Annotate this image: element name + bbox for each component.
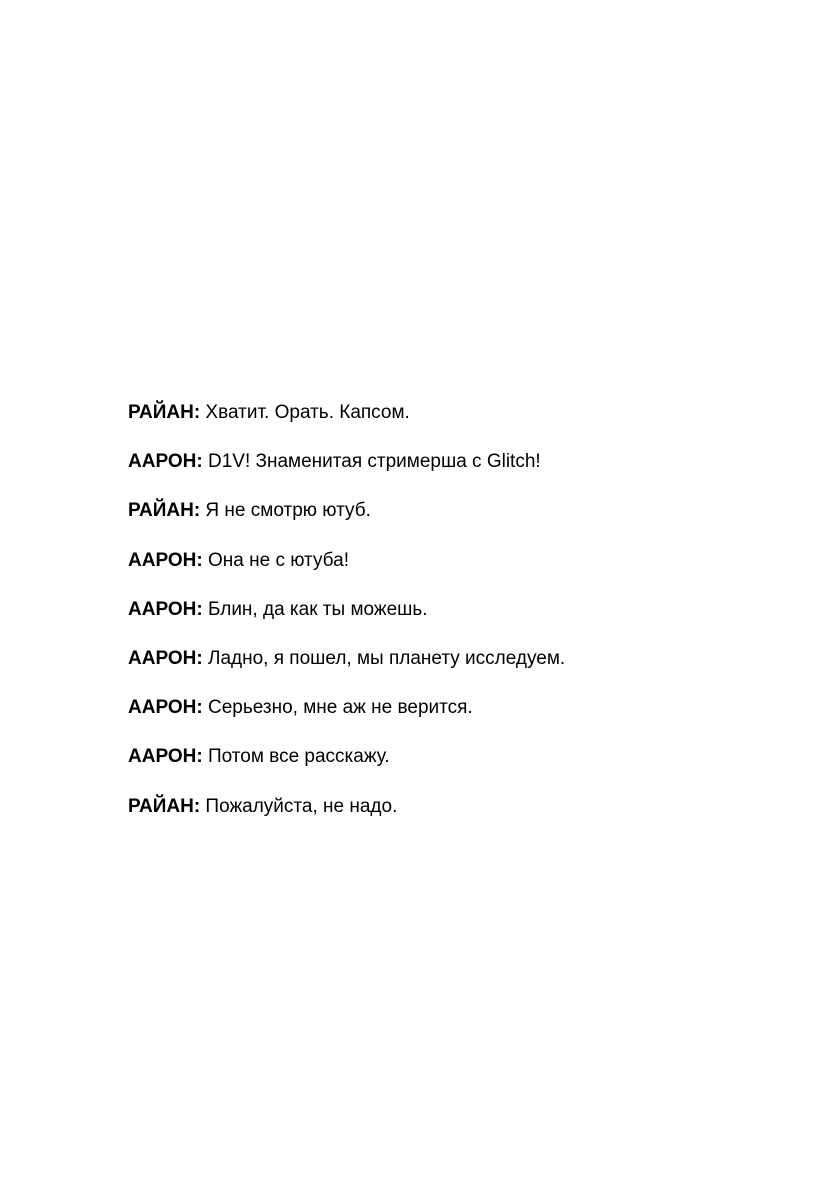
speech-text: Ладно, я пошел, мы планету исследуем. — [202, 647, 566, 669]
speaker-name: РАЙАН: — [128, 402, 201, 423]
speech-text: Я не смотрю ютуб. — [200, 500, 371, 522]
speaker-name: ААРОН: — [128, 451, 203, 473]
speech-text: Серьезно, мне аж не верится. — [202, 697, 473, 719]
dialogue-line — [128, 794, 768, 820]
dialogue-line — [128, 695, 768, 721]
dialogue-line — [128, 498, 768, 524]
speaker-name: РАЙАН: — [128, 795, 201, 817]
speech-text: Пожалуйста, не надо. — [200, 795, 398, 817]
speaker-name: ААРОН: — [128, 746, 203, 768]
speech-text: Блин, да как ты можешь. — [202, 598, 428, 620]
speaker-name: РАЙАН: — [128, 500, 201, 522]
dialogue-line — [128, 744, 768, 770]
speech-text: Хватит. Орать. Капсом. — [200, 402, 410, 423]
speaker-name: ААРОН: — [128, 697, 203, 719]
dialogue-line — [128, 449, 768, 475]
dialogue-line — [128, 597, 768, 623]
speaker-name: ААРОН: — [128, 549, 203, 571]
speaker-name: ААРОН: — [128, 647, 203, 669]
dialogue-line — [128, 646, 768, 672]
speech-text: Она не с ютуба! — [202, 549, 349, 571]
dialogue-block — [128, 400, 768, 843]
speaker-name: ААРОН: — [128, 598, 203, 620]
dialogue-line — [128, 400, 768, 426]
speech-text: D1V! Знаменитая стримерша с Glitch! — [202, 451, 541, 473]
dialogue-line — [128, 548, 768, 574]
speech-text: Потом все расскажу. — [202, 746, 390, 768]
